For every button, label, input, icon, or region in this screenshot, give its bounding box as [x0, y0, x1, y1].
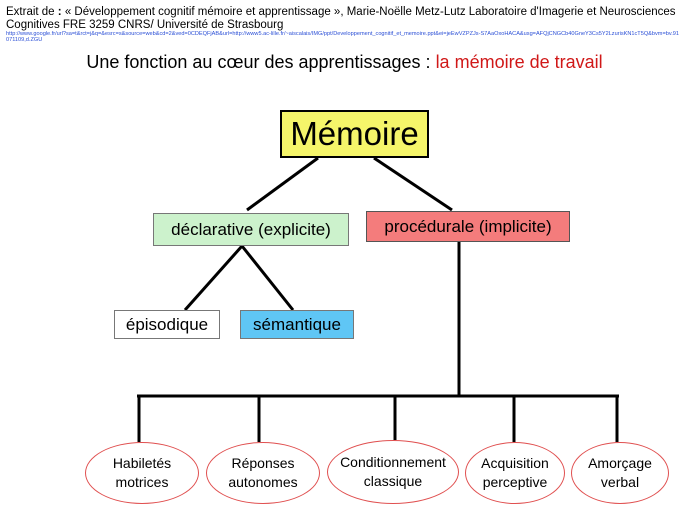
leaf-label: Acquisition perceptive [481, 455, 549, 490]
node-episodic-label: épisodique [125, 314, 209, 334]
connector-root-procedural [374, 158, 452, 210]
credit-prefix: Extrait de [6, 6, 55, 18]
node-leaf-verbal-priming [571, 442, 669, 504]
connector-root-declarative [247, 158, 318, 210]
subtitle-highlight: la mémoire de travail [435, 52, 603, 72]
node-leaf-motor-skills [85, 442, 199, 504]
credit-text: « Développement cognitif mémoire et apprentissage », Marie-Noëlle Metz-Lutz Laboratoire d'Imagerie et Neurosciences Cognitives FRE 3259 CNRS/ Université de Strasbourg [6, 6, 676, 31]
subtitle-text: Une fonction au cœur des apprentissages : [86, 52, 436, 72]
leaf-label: Habiletés motrices [112, 455, 172, 490]
node-declarative [153, 213, 349, 246]
leaf-label: Réponses autonomes [228, 455, 298, 490]
connector-declarative-episodic [185, 246, 242, 310]
node-memory [280, 110, 429, 158]
node-semantic [240, 310, 354, 339]
node-episodic [114, 310, 220, 339]
node-leaf-autonomous-responses [206, 442, 320, 504]
leaf-label: Amorçage verbal [588, 455, 652, 490]
node-procedural [366, 211, 570, 242]
credit-separator: : [54, 6, 65, 18]
node-leaf-perceptual-acquisition [465, 442, 565, 504]
node-declarative-label: déclarative (explicite) [171, 219, 331, 239]
node-leaf-classical-conditioning [327, 440, 459, 504]
node-procedural-label: procédurale (implicite) [384, 216, 552, 236]
node-semantic-label: sémantique [253, 314, 341, 334]
source-url[interactable]: http://www.google.fr/url?sa=t&rct=j&q=&esrc=s&source=web&cd=2&ved=0CDEQFjAB&url=http://www5.ac-lille.fr/~aiscalais/IMG/ppt/Developpement_cognitif_et_memoire.ppt&ei=jeEwVZPZJs-S7AaOxoHACA&usg=AFQjCNGCb40GneY3Cs5Y2LzurisKN1cT5Q&bvm=bv.91071109,d.ZGU [6, 31, 680, 44]
node-memory-label: Mémoire [290, 115, 419, 152]
leaf-label: Conditionnement classique [340, 454, 446, 489]
connector-declarative-semantic [242, 246, 293, 310]
